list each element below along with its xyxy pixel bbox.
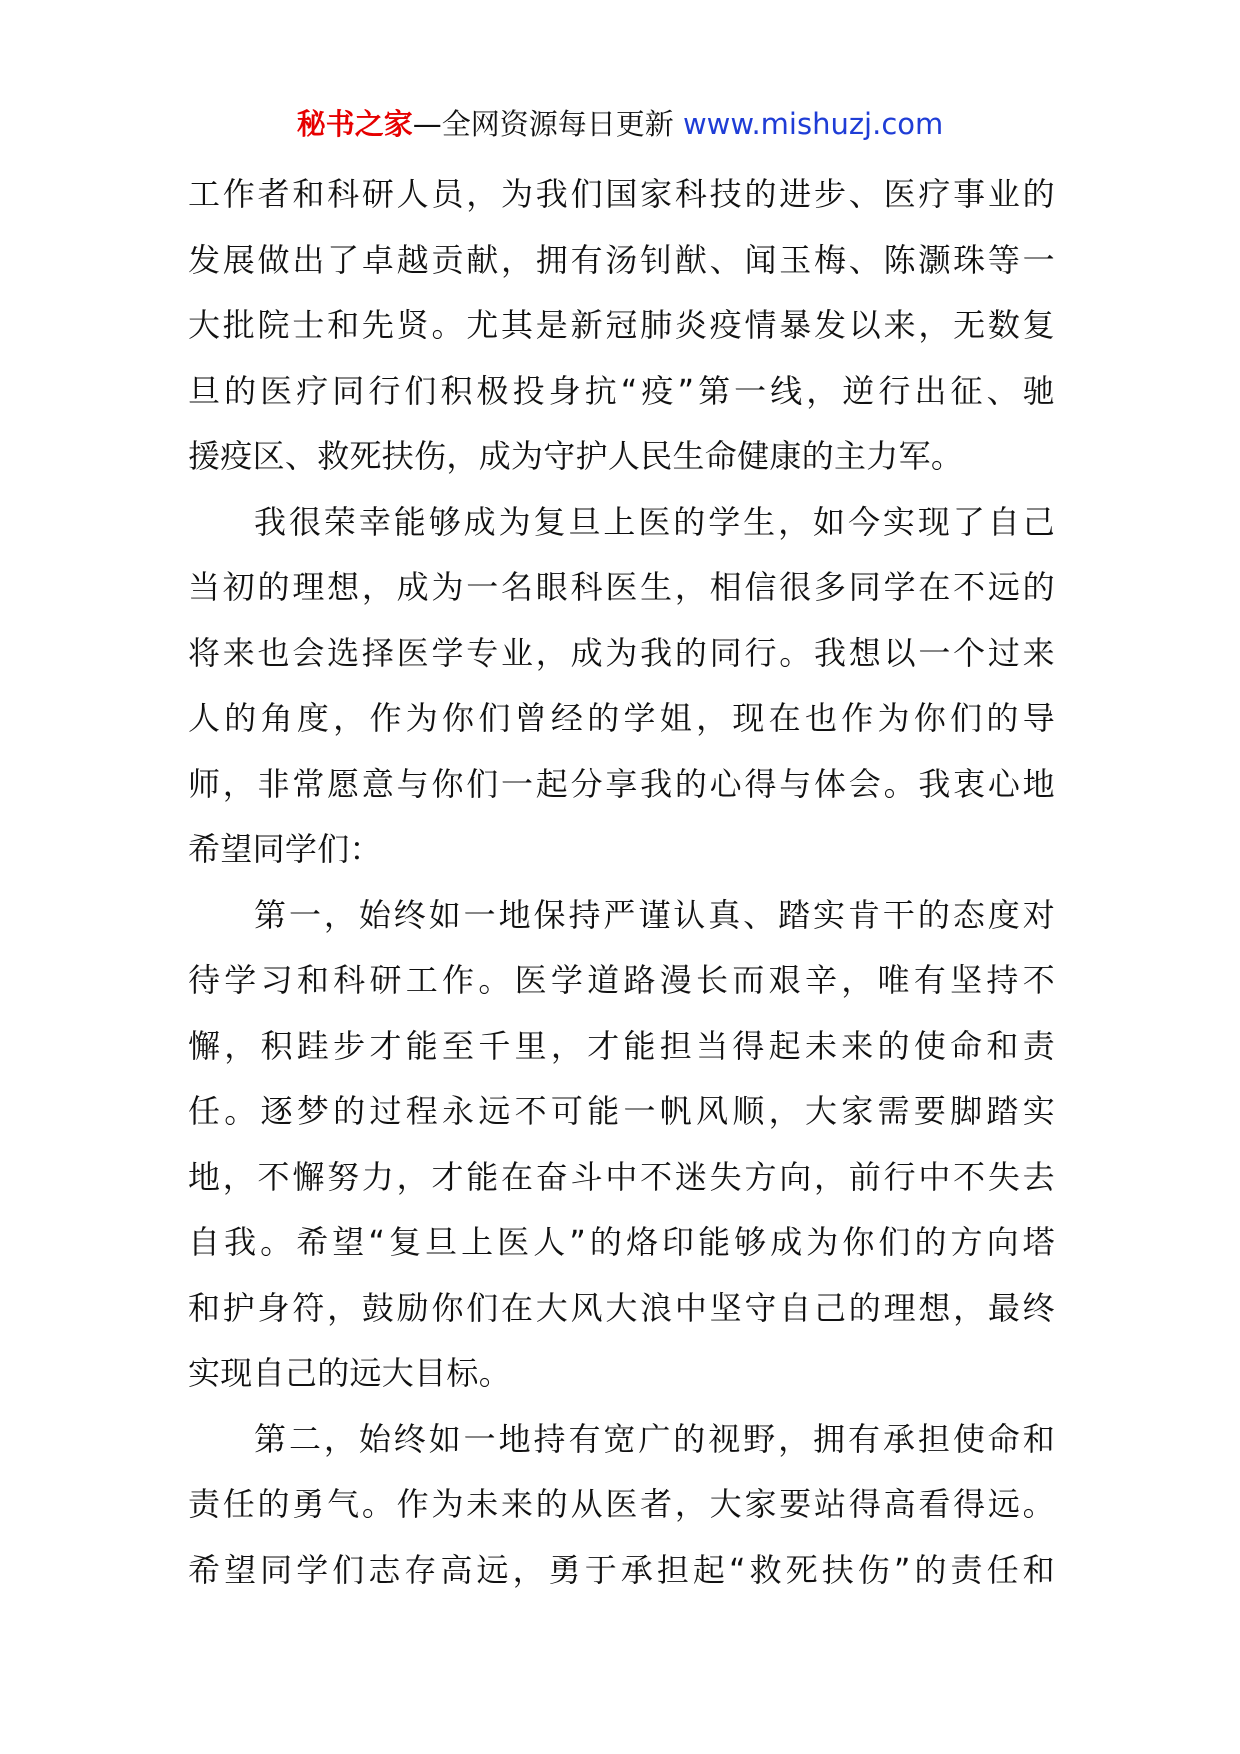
text-line: 希望同学们： [188, 830, 382, 868]
text-line: 人的角度，作为你们曾经的学姐，现在也作为你们的导 [188, 699, 1055, 737]
text-line: 懈，积跬步才能至千里，才能担当得起未来的使命和责 [188, 1026, 1055, 1065]
text-line: 旦的医疗同行们积极投身抗“疫”第一线，逆行出征、驰 [188, 371, 1055, 410]
brand-name: 秘书之家 [296, 107, 413, 141]
text-line: 任。逐梦的过程永远不可能一帆风顺，大家需要脚踏实 [188, 1092, 1055, 1130]
text-line: 待学习和科研工作。医学道路漫长而艰辛，唯有坚持不 [188, 961, 1055, 999]
body-text [188, 162, 1055, 1603]
paragraph-start-line: 我很荣幸能够成为复旦上医的学生，如今实现了自己 [254, 502, 1055, 541]
text-line: 师，非常愿意与你们一起分享我的心得与体会。我衷心地 [188, 764, 1055, 803]
text-line: 自我。希望“复旦上医人”的烙印能够成为你们的方向塔 [188, 1223, 1055, 1261]
text-line: 实现自己的远大目标。 [188, 1354, 512, 1392]
text-line: 将来也会选择医学专业，成为我的同行。我想以一个过来 [188, 633, 1055, 672]
website-link[interactable]: www.mishuzj.com [682, 107, 944, 141]
text-line: 责任的勇气。作为未来的从医者，大家要站得高看得远。 [188, 1485, 1055, 1523]
text-line: 希望同学们志存高远，勇于承担起“救死扶伤”的责任和 [188, 1550, 1055, 1589]
paragraph-start-line: 第一，始终如一地保持严谨认真、踏实肯干的态度对 [254, 895, 1055, 934]
text-line: 地，不懈努力，才能在奋斗中不迷失方向，前行中不失去 [188, 1157, 1055, 1196]
paragraph-start-line: 第二，始终如一地持有宽广的视野，拥有承担使命和 [254, 1419, 1055, 1458]
text-line: 大批院士和先贤。尤其是新冠肺炎疫情暴发以来，无数复 [188, 306, 1055, 344]
text-line: 发展做出了卓越贡献，拥有汤钊猷、闻玉梅、陈灏珠等一 [188, 240, 1055, 279]
text-line: 援疫区、救死扶伤，成为守护人民生命健康的主力军。 [188, 437, 964, 475]
header-tagline: —全网资源每日更新 [412, 107, 683, 141]
text-line: 工作者和科研人员，为我们国家科技的进步、医疗事业的 [188, 175, 1055, 213]
text-line: 和护身符，鼓励你们在大风大浪中坚守自己的理想，最终 [188, 1288, 1055, 1327]
page-header [0, 102, 1240, 146]
text-line: 当初的理想，成为一名眼科医生，相信很多同学在不远的 [188, 568, 1055, 606]
